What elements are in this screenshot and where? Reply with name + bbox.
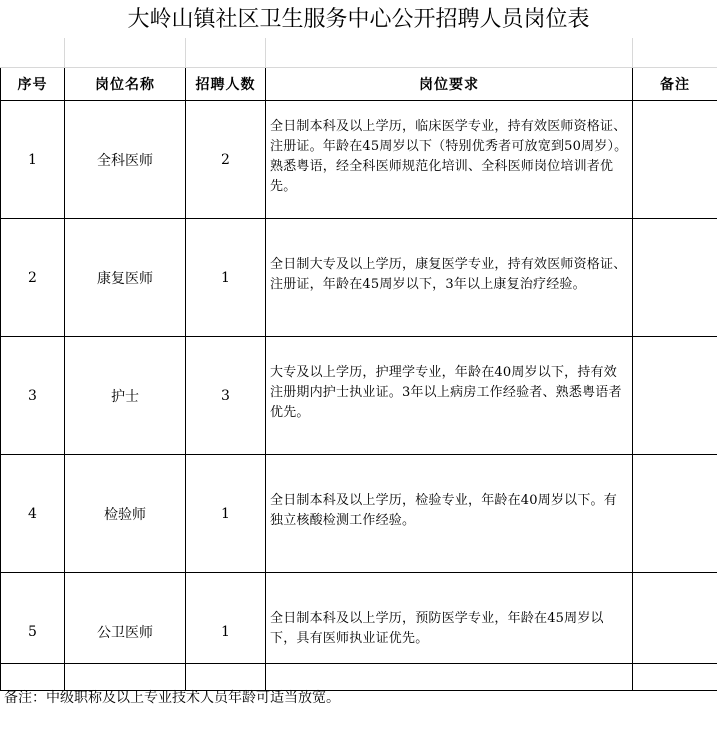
blank-cell[interactable] — [633, 38, 717, 68]
blank-cell[interactable] — [266, 38, 633, 68]
cell-remarks[interactable] — [633, 101, 717, 219]
cell-requirements[interactable]: 全日制本科及以上学历，临床医学专业，持有效医师资格证、注册证。年龄在45周岁以下（特别优秀者可放宽到50周岁）。熟悉粤语，经全科医师规范化培训、全科医师岗位培训者优先。 — [266, 101, 633, 219]
page-title: 大岭山镇社区卫生服务中心公开招聘人员岗位表 — [127, 7, 590, 32]
footnote-area — [0, 663, 717, 732]
cell-seq[interactable]: 3 — [1, 337, 65, 455]
cell-count[interactable]: 3 — [186, 337, 266, 455]
cell-count[interactable]: 1 — [186, 219, 266, 337]
cell-requirements[interactable]: 大专及以上学历，护理学专业，年龄在40周岁以下，持有效注册期内护士执业证。3年以上病房工作经验者、熟悉粤语者优先。 — [266, 337, 633, 455]
cell-position[interactable]: 公卫医师 — [65, 573, 186, 691]
blank-cell[interactable] — [186, 38, 266, 68]
cell-position[interactable]: 全科医师 — [65, 101, 186, 219]
cell-seq[interactable]: 4 — [1, 455, 65, 573]
cell-remarks[interactable] — [633, 219, 717, 337]
cell-count[interactable]: 2 — [186, 101, 266, 219]
blank-cell[interactable] — [65, 38, 186, 68]
table-row — [1, 219, 717, 337]
footnote: 备注：中级职称及以上专业技术人员年龄可适当放宽。 — [4, 690, 340, 706]
table-row — [1, 455, 717, 573]
table-row — [1, 101, 717, 219]
header-remarks[interactable]: 备注 — [633, 68, 717, 101]
cell-remarks[interactable] — [633, 455, 717, 573]
table-row — [1, 337, 717, 455]
blank-row — [1, 38, 717, 68]
header-row — [1, 68, 717, 101]
cell-remarks[interactable] — [633, 337, 717, 455]
cell-position[interactable]: 护士 — [65, 337, 186, 455]
blank-cell[interactable] — [1, 38, 65, 68]
header-position[interactable]: 岗位名称 — [65, 68, 186, 101]
cell-count[interactable]: 1 — [186, 573, 266, 691]
cell-requirements[interactable]: 全日制大专及以上学历，康复医学专业，持有效医师资格证、注册证，年龄在45周岁以下，3年以上康复治疗经验。 — [266, 219, 633, 337]
header-seq[interactable]: 序号 — [1, 68, 65, 101]
header-count[interactable]: 招聘人数 — [186, 68, 266, 101]
cell-seq[interactable]: 1 — [1, 101, 65, 219]
cell-seq[interactable]: 5 — [1, 573, 65, 691]
recruitment-table — [0, 38, 717, 691]
cell-seq[interactable]: 2 — [1, 219, 65, 337]
cell-requirements[interactable]: 全日制本科及以上学历，检验专业，年龄在40周岁以下。有独立核酸检测工作经验。 — [266, 455, 633, 573]
header-requirements[interactable]: 岗位要求 — [266, 68, 633, 101]
cell-position[interactable]: 康复医师 — [65, 219, 186, 337]
cell-position[interactable]: 检验师 — [65, 455, 186, 573]
cell-requirements[interactable]: 全日制本科及以上学历，预防医学专业，年龄在45周岁以下，具有医师执业证优先。 — [266, 573, 633, 691]
cell-count[interactable]: 1 — [186, 455, 266, 573]
